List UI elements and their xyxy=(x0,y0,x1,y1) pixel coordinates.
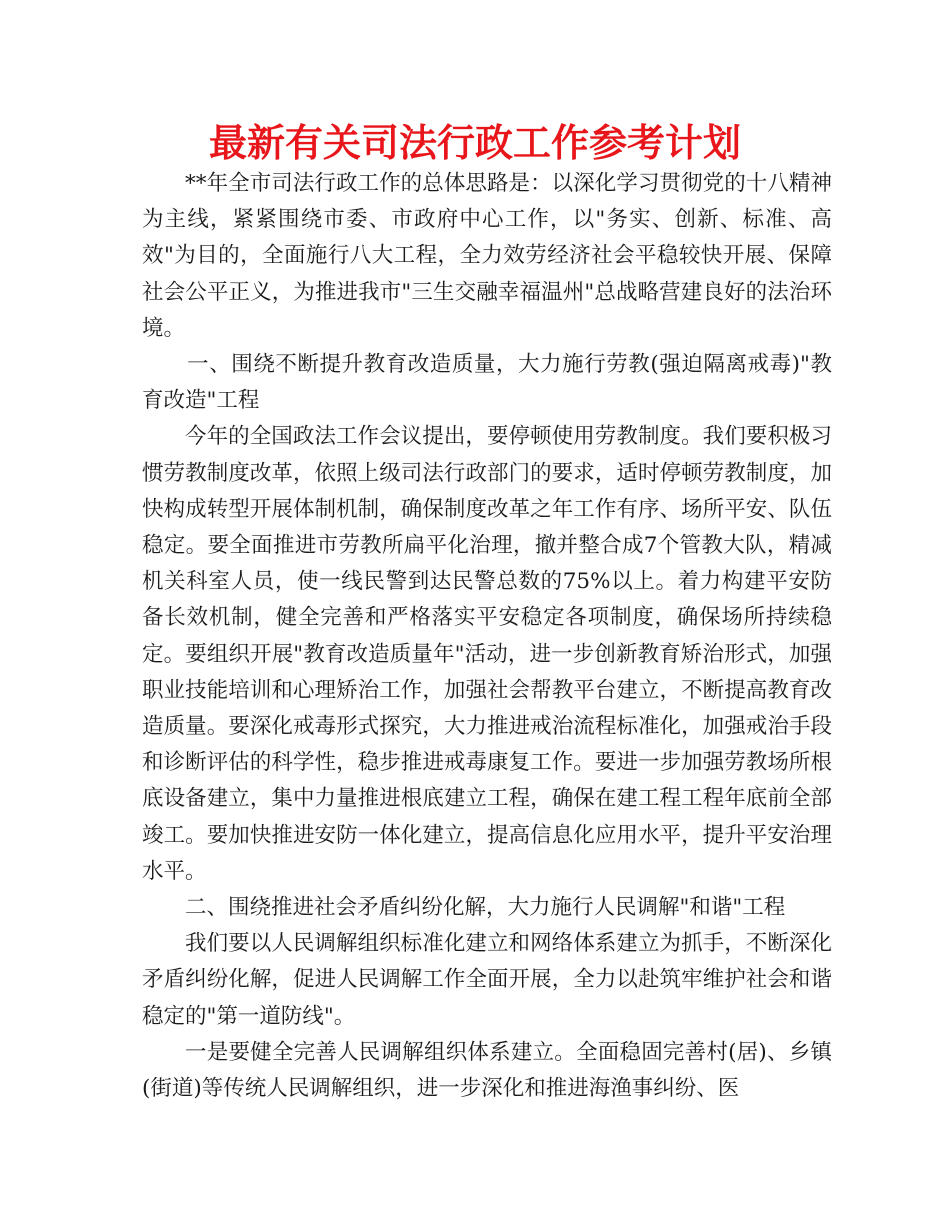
paragraph-section-1: 今年的全国政法工作会议提出，要停顿使用劳教制度。我们要积极习惯劳教制度改革，依照上级司法行政部门的要求，适时停顿劳教制度，加快构成转型开展体制机制，确保制度改革之年工作有序、场所平安、队伍稳定。要全面推进市劳教所扁平化治理，撤并整合成7个管教大队，精减机关科室人员，使一线民警到达民警总数的75%以上。着力构建平安防备长效机制，健全完善和严格落实平安稳定各项制度，确保场所持续稳定。要组织开展"教育改造质量年"活动，进一步创新教育矫治形式，加强职业技能培训和心理矫治工作，加强社会帮教平台建立，不断提高教育改造质量。要深化戒毒形式探究，大力推进戒治流程标准化，加强戒治手段和诊断评估的科学性，稳步推进戒毒康复工作。要进一步加强劳教场所根底设备建立，集中力量推进根底建立工程，确保在建工程工程年底前全部竣工。要加快推进安防一体化建立，提高信息化应用水平，提升平安治理水平。 xyxy=(142,424,832,884)
paragraph-intro: **年全市司法行政工作的总体思路是：以深化学习贯彻党的十八精神为主线，紧紧围绕市委、市政府中心工作，以"务实、创新、标准、高效"为目的，全面施行八大工程，全力效劳经济社会平稳较快开展、保障社会公平正义，为推进我市"三生交融幸福温州"总战略营建良好的法治环境。 xyxy=(142,171,832,341)
paragraph-point-1: 一是要健全完善人民调解组织体系建立。全面稳固完善村(居)、乡镇(街道)等传统人民调解组织，进一步深化和推进海渔事纠纷、医 xyxy=(142,1039,832,1102)
paragraph-section-2: 我们要以人民调解组织标准化建立和网络体系建立为抓手，不断深化矛盾纠纷化解，促进人民调解工作全面开展，全力以赴筑牢维护社会和谐稳定的"第一道防线"。 xyxy=(142,931,832,1029)
section-heading-1: 一、围绕不断提升教育改造质量，大力施行劳教(强迫隔离戒毒)"教育改造"工程 xyxy=(142,352,832,414)
document-title: 最新有关司法行政工作参考计划 xyxy=(208,121,741,165)
section-heading-2: 二、围绕推进社会矛盾纠纷化解，大力施行人民调解"和谐"工程 xyxy=(185,895,786,921)
document-body xyxy=(142,166,832,1107)
